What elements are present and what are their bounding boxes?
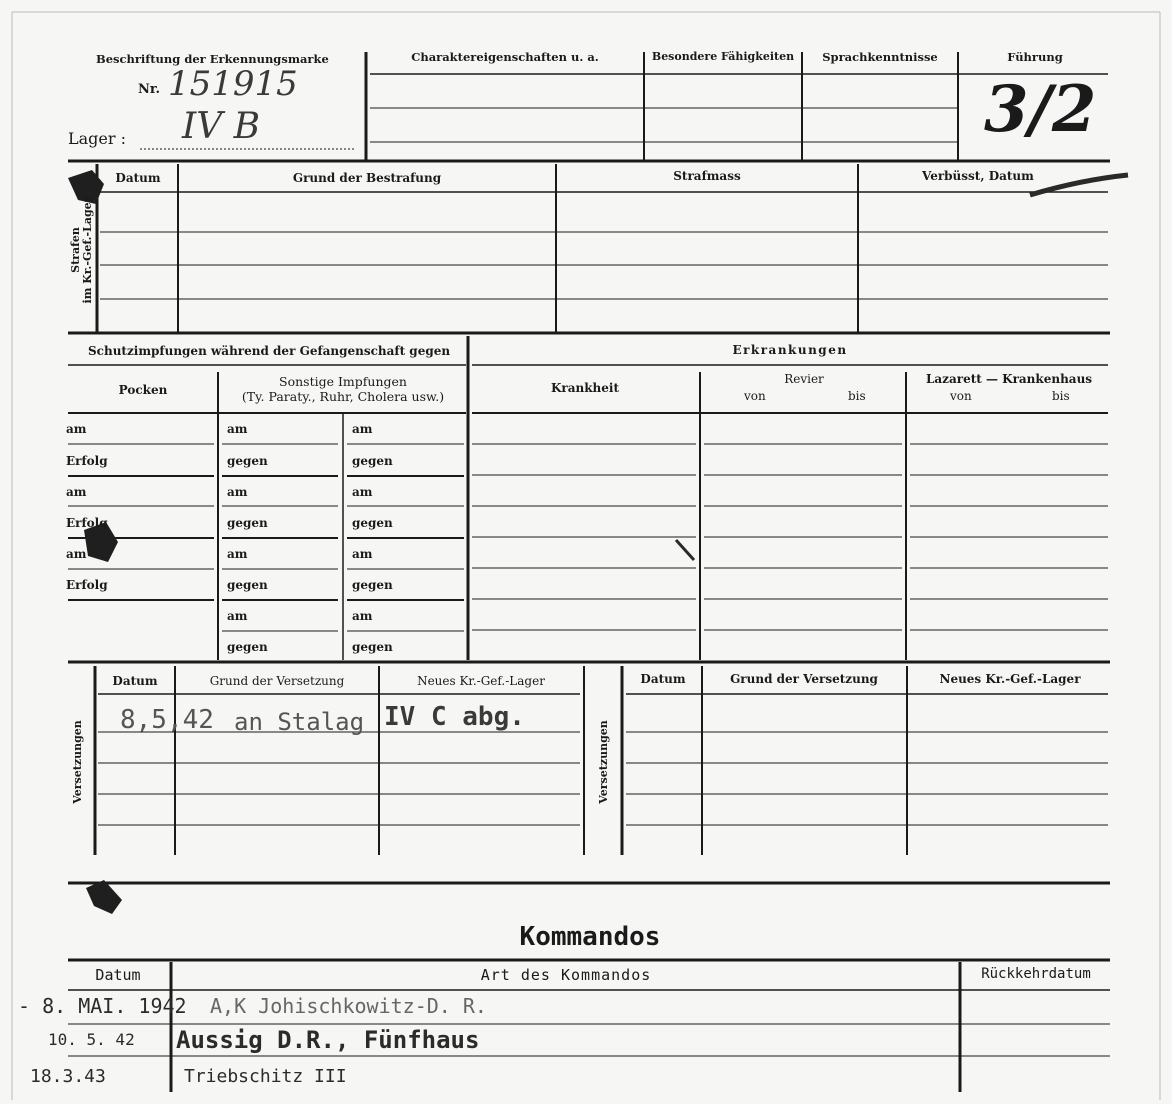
nr-value: 151915 [168,64,298,104]
revier-bis: bis [848,389,866,403]
kommando-date: 10. 5. 42 [48,1030,135,1049]
lazarett-bis: bis [1052,389,1070,403]
col-languages-header: Sprachkenntnisse [822,50,938,64]
conduct-value: 3/2 [984,72,1097,147]
pocken-row-label: am [66,547,87,561]
strafen-col-served: Verbüsst, Datum [922,169,1034,183]
versetzungen-col-camp-right: Neues Kr.-Gef.-Lager [939,672,1081,686]
vaccination-right-row-label: gegen [352,578,393,592]
kommandos-col-kind: Art des Kommandos [480,966,652,984]
lazarett-von: von [950,389,972,403]
vaccination-left-row-label: am [227,422,248,436]
kommando-kind: Triebschitz III [184,1066,347,1087]
versetzung-entry-reason: an Stalag [234,708,365,736]
tag-label: Beschriftung der Erkennungsmarke [96,52,329,66]
versetzung-entry-camp: IV C abg. [384,702,525,732]
erkrankungen-title: Erkrankungen [732,343,848,357]
impfungen-col-sonstige-1: Sonstige Impfungen [279,374,407,389]
ink-stroke [676,540,694,560]
versetzungen-side-label-left: Versetzungen [71,720,84,804]
kommando-kind: Aussig D.R., Fünfhaus [176,1026,480,1054]
impfungen-title: Schutzimpfungen während der Gefangenschaft gegen [88,344,451,358]
impfungen-col-pocken: Pocken [118,383,168,397]
pocken-row-label: Erfolg [66,454,108,468]
kommandos-col-return: Rückkehrdatum [981,966,1091,982]
strafen-col-date: Datum [115,171,161,185]
vaccination-left-row-label: gegen [227,578,268,592]
versetzungen-col-reason-right: Grund der Versetzung [730,672,878,686]
vaccination-left-row-label: am [227,609,248,623]
pocken-row-label: am [66,485,87,499]
erkrankungen-col-lazarett: Lazarett — Krankenhaus [925,372,1093,386]
vaccination-left-row-label: gegen [227,516,268,530]
strafen-col-penalty: Strafmass [673,169,741,183]
kommando-kind: A,K Johischkowitz-D. R. [210,994,487,1018]
lager-label: Lager : [68,129,126,148]
vaccination-right-row-label: am [352,547,373,561]
vaccination-right-row-label: am [352,485,373,499]
vaccination-left-row-label: gegen [227,640,268,654]
kommando-date: - 8. MAI. 1942 [18,994,187,1018]
pocken-row-label: Erfolg [66,578,108,592]
pocken-row-label: am [66,422,87,436]
erkrankungen-col-krankheit: Krankheit [550,381,620,395]
vaccination-right-row-label: gegen [352,516,393,530]
punch-hole-mark [86,880,122,914]
kommandos-col-date: Datum [95,966,141,984]
revier-von: von [744,389,766,403]
vaccination-left-row-label: am [227,485,248,499]
strafen-side-label-1: Strafen [69,227,82,273]
impfungen-col-sonstige-2: (Ty. Paraty., Ruhr, Cholera usw.) [241,389,445,404]
erkrankungen-col-revier: Revier [784,372,824,386]
versetzungen-col-date-right: Datum [640,672,686,686]
versetzungen-col-date-left: Datum [112,674,158,688]
col-conduct-header: Führung [1007,50,1063,64]
nr-label: Nr. [138,82,161,97]
strafen-side-label [70,170,94,330]
vaccination-right-row-label: gegen [352,640,393,654]
versetzung-entry-date: 8,5,42 [120,705,214,735]
kommandos-title: Kommandos [519,922,661,952]
col-abilities-header: Besondere Fähigkeiten [651,50,795,63]
vaccination-right-row-label: am [352,422,373,436]
col-character-header: Charaktereigenschaften u. a. [411,50,599,64]
vaccination-left-row-label: gegen [227,454,268,468]
vaccination-right-row-label: gegen [352,454,393,468]
vaccination-left-row-label: am [227,547,248,561]
versetzungen-col-reason-left: Grund der Versetzung [209,674,345,688]
strafen-side-label-2: im Kr.-Gef.-Lager [81,196,94,304]
kommando-date: 18.3.43 [30,1066,106,1087]
lager-value: IV B [182,106,261,147]
pocken-row-label: Erfolg [66,516,108,530]
vaccination-right-row-label: am [352,609,373,623]
strafen-col-reason: Grund der Bestrafung [292,171,442,185]
versetzungen-col-camp-left: Neues Kr.-Gef.-Lager [417,674,545,688]
versetzungen-side-label-right: Versetzungen [597,720,610,804]
